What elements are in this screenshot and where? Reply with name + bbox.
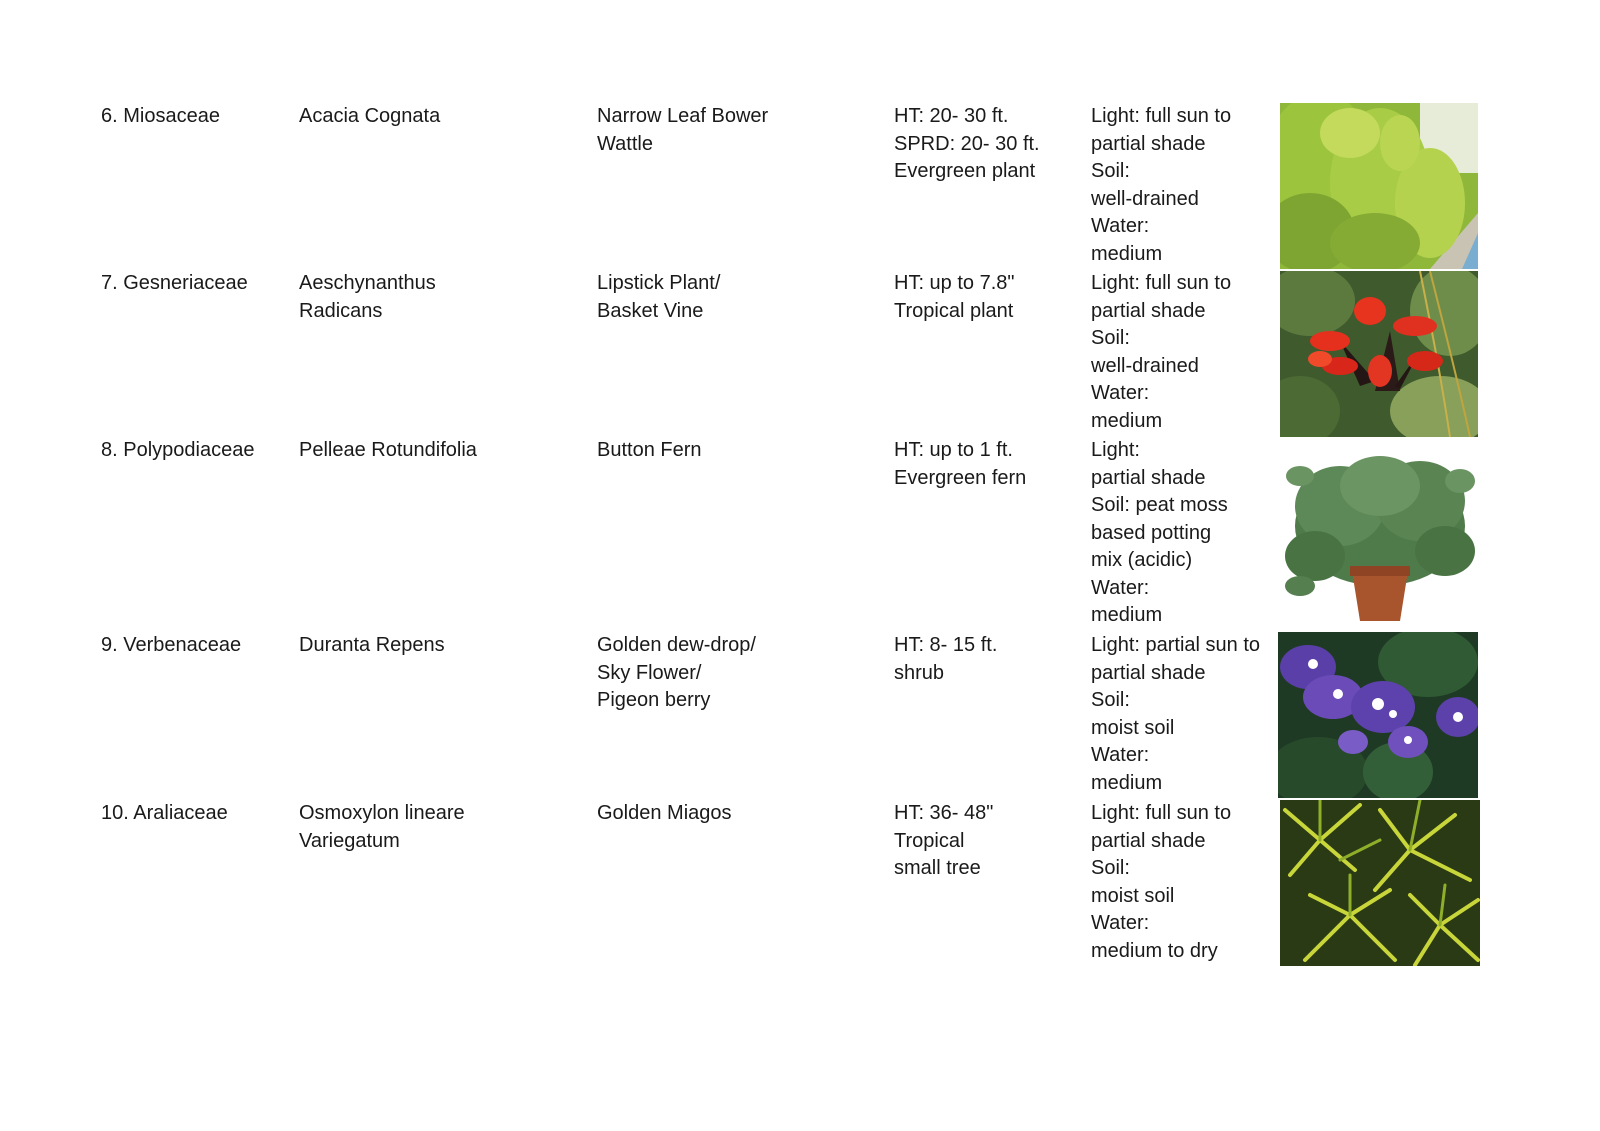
red-lipstick-flower-photo xyxy=(1280,271,1478,437)
scientific-name-cell: Aeschynanthus Radicans xyxy=(299,272,436,322)
common-name-cell: Button Fern xyxy=(597,439,702,461)
family-cell: 7. Gesneriaceae xyxy=(101,272,248,294)
size-cell: HT: 36- 48" Tropical small tree xyxy=(894,802,994,879)
size-cell: HT: 20- 30 ft. SPRD: 20- 30 ft. Evergreen plant xyxy=(894,105,1040,182)
yellow-green-spiky-leaves-photo xyxy=(1280,800,1480,966)
common-name-cell: Golden dew-drop/ Sky Flower/ Pigeon berry xyxy=(597,634,756,711)
common-name-cell: Lipstick Plant/ Basket Vine xyxy=(597,272,721,322)
potted-button-fern-photo xyxy=(1280,446,1478,624)
care-cell: Light: partial shade Soil: peat moss based potting mix (acidic) Water: medium xyxy=(1091,439,1228,626)
family-cell: 8. Polypodiaceae xyxy=(101,439,255,461)
scientific-name-cell: Osmoxylon lineare Variegatum xyxy=(299,802,465,852)
family-cell: 9. Verbenaceae xyxy=(101,634,242,656)
family-cell: 10. Araliaceae xyxy=(101,802,228,824)
family-cell: 6. Miosaceae xyxy=(101,105,220,127)
common-name-cell: Golden Miagos xyxy=(597,802,732,824)
scientific-name-cell: Pelleae Rotundifolia xyxy=(299,439,477,461)
green-shrub-hedge-photo xyxy=(1280,103,1478,269)
care-cell: Light: full sun to partial shade Soil: moist soil Water: medium to dry xyxy=(1091,802,1232,962)
size-cell: HT: 8- 15 ft. shrub xyxy=(894,634,998,684)
care-cell: Light: full sun to partial shade Soil: well-drained Water: medium xyxy=(1091,105,1232,265)
care-cell: Light: full sun to partial shade Soil: well-drained Water: medium xyxy=(1091,272,1232,432)
common-name-cell: Narrow Leaf Bower Wattle xyxy=(597,105,769,155)
purple-duranta-flowers-photo xyxy=(1278,632,1478,798)
care-cell: Light: partial sun to partial shade Soil: moist soil Water: medium xyxy=(1091,634,1260,794)
size-cell: HT: up to 7.8" Tropical plant xyxy=(894,272,1015,322)
scientific-name-cell: Duranta Repens xyxy=(299,634,445,656)
size-cell: HT: up to 1 ft. Evergreen fern xyxy=(894,439,1027,489)
scientific-name-cell: Acacia Cognata xyxy=(299,105,441,127)
